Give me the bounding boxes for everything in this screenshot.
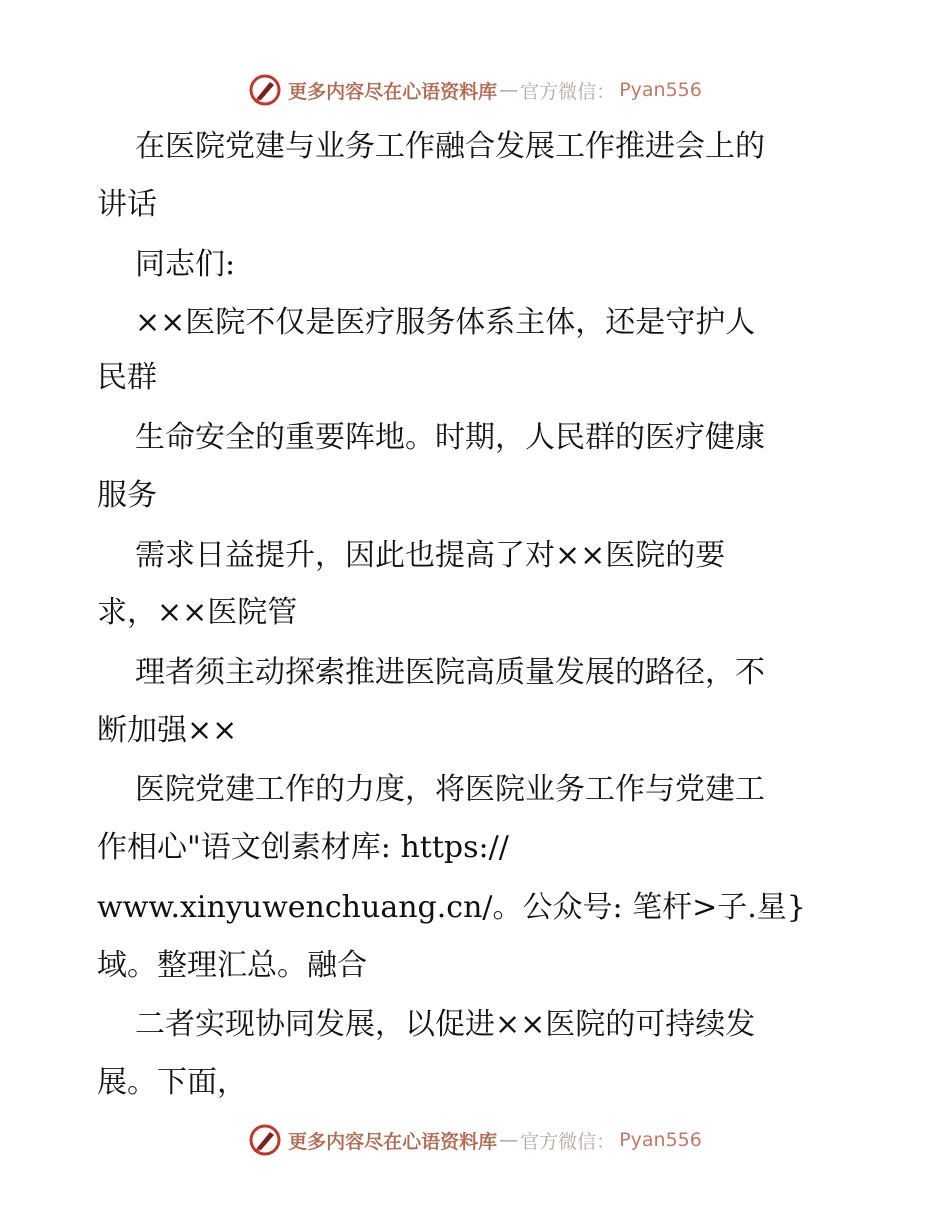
banner-wechat-label: 官方微信： [520,1130,616,1153]
paragraph-line: 理者须主动探索推进医院高质量发展的路径，不 [135,655,765,690]
paragraph-line: 求，××医院管 [97,595,298,630]
paragraph-line: 民群 [97,360,157,395]
paragraph-line: 域。整理汇总。融合 [97,948,367,983]
title-line-2: 讲话 [97,187,157,222]
paragraph-line-url: www.xinyuwenchuang.cn/。公众号: 笔杆>子.星} [97,890,806,925]
paragraph-line: 二者实现协同发展，以促进××医院的可持续发 [135,1007,756,1042]
paragraph-line: 服务 [97,478,157,513]
paragraph-line: 医院党建工作的力度，将医院业务工作与党建工 [135,772,765,807]
title-line-1: 在医院党建与业务工作融合发展工作推进会上的 [135,129,765,164]
paragraph-line: 展。下面， [97,1065,247,1100]
banner-text: 更多内容尽在心语资料库 [288,80,498,103]
paragraph-line: 生命安全的重要阵地。时期，人民群的医疗健康 [135,420,765,455]
banner-wechat-id: Pyan556 [619,1129,702,1151]
paragraph-line: 作相心"语文创素材库: https:// [97,830,509,865]
salutation: 同志们: [135,247,236,282]
paragraph-line: 断加强×× [97,713,238,748]
banner-dash: — [499,79,519,101]
pen-logo-icon [248,1123,282,1157]
pen-logo-icon [248,73,282,107]
header-banner [0,70,950,110]
banner-wechat-id: Pyan556 [619,79,702,101]
banner-text: 更多内容尽在心语资料库 [288,1130,498,1153]
banner-wechat-label: 官方微信： [520,80,616,103]
paragraph-line: 需求日益提升，因此也提高了对××医院的要 [135,538,726,573]
paragraph-line: ××医院不仅是医疗服务体系主体，还是守护人 [135,305,756,340]
footer-banner [0,1120,950,1160]
banner-dash: — [499,1129,519,1151]
